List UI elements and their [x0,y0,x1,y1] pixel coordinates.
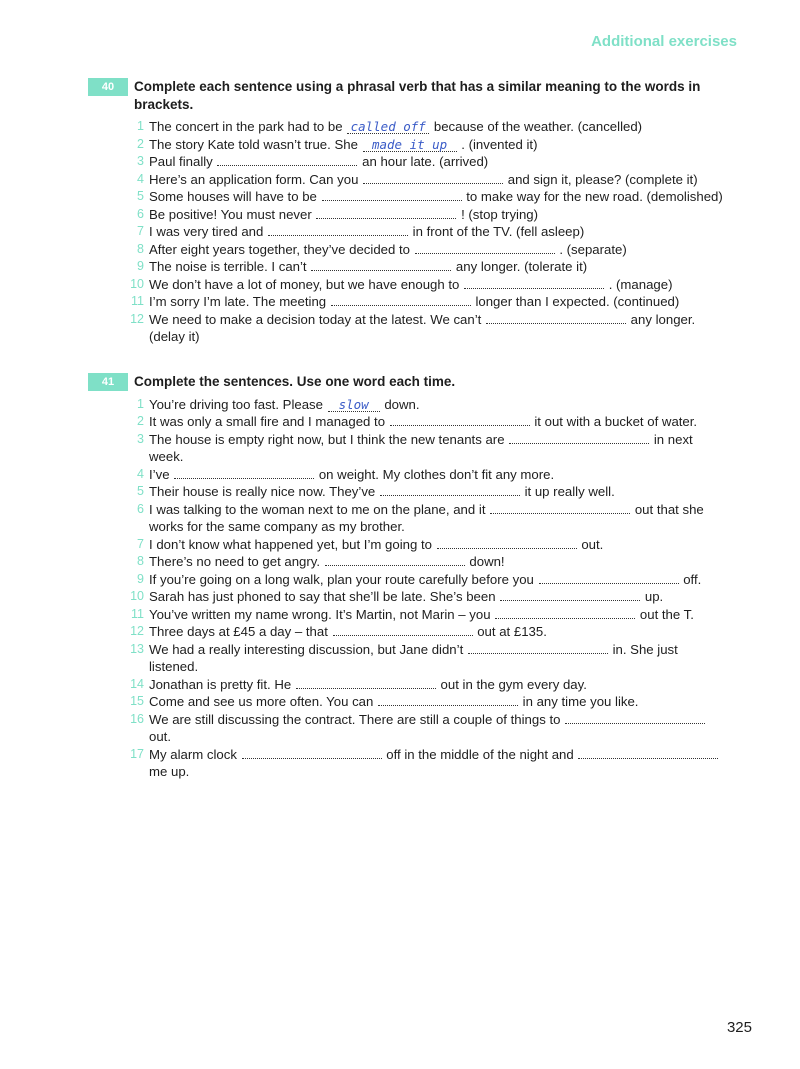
item-number: 13 [130,641,144,656]
sentence-text: on weight. My clothes don’t fit any more. [315,466,555,482]
sentence-text: it out with a bucket of water. [530,414,698,429]
exercise-item [88,171,728,189]
sentence-text: up. [641,589,664,604]
sentence-text: down! [465,554,505,569]
exercise-number-badge: 40 [88,78,128,96]
item-number: 16 [130,711,144,726]
sentence-text: any longer. (tolerate it) [452,259,588,274]
exercise-item [88,396,728,414]
sentence-text: out. [577,536,604,552]
item-number: 5 [137,189,144,203]
exercise-item [88,553,728,571]
exercise-item [88,466,728,484]
exercise-item [88,623,728,641]
item-number: 3 [137,154,144,168]
sentence-text: down. [380,396,420,412]
item-number: 11 [131,294,144,308]
answer-blank[interactable] [380,484,520,496]
sentence-text: out that she works for the same company as my brother. [149,501,704,534]
exercise-item [88,431,728,466]
item-number: 6 [137,206,144,221]
sentence-text: Come and see us more often. You can [149,694,377,709]
section-header: Additional exercises [591,33,737,50]
item-number: 7 [137,536,144,551]
sentence-text: . (manage) [605,276,673,292]
exercise-item [88,536,728,554]
sentence-text: it up really well. [520,484,615,499]
exercise-item-list [88,396,728,781]
answer-blank[interactable] [390,414,530,426]
sentence-text: because of the weather. (cancelled) [430,119,643,134]
sentence-text: We don’t have a lot of money, but we have enough to [149,276,464,292]
answer-blank[interactable] [578,747,718,759]
sentence-text: I was very tired and [149,224,268,239]
answer-blank[interactable] [325,554,465,566]
handwritten-answer[interactable]: called off [347,121,429,134]
item-number: 6 [137,501,144,516]
answer-blank[interactable] [316,207,456,219]
sentence-text: The noise is terrible. I can’t [149,259,311,274]
item-number: 1 [137,119,144,133]
sentence-text: Jonathan is pretty fit. He [149,676,295,692]
sentence-text: I’ve [149,466,174,482]
sentence-text: We had a really interesting discussion, but Jane didn’t [149,641,467,657]
answer-blank[interactable] [415,242,555,254]
sentence-text: . (separate) [555,241,627,257]
answer-blank[interactable] [363,172,503,184]
exercise-item-list [88,118,728,346]
item-number: 3 [137,431,144,446]
exercise-item [88,571,728,589]
sentence-text: any longer. (delay it) [149,311,696,344]
answer-blank[interactable] [322,189,462,201]
sentence-text: longer than I expected. (continued) [471,294,680,309]
item-number: 5 [137,484,144,498]
sentence-text: Here’s an application form. Can you [149,171,363,187]
sentence-text: in front of the TV. (fell asleep) [409,224,585,239]
exercise-heading [88,78,728,113]
sentence-text: in any time you like. [519,694,639,709]
answer-blank[interactable] [333,624,473,636]
sentence-text: The house is empty right now, but I think the new tenants are [149,431,509,447]
sentence-text: me up. [149,764,190,779]
sentence-text: out the T. [636,606,694,622]
answer-blank[interactable] [565,712,705,724]
item-number: 10 [130,589,144,603]
exercise-item [88,641,728,676]
exercise-item [88,501,728,536]
sentence-text: in. She just listened. [149,641,678,674]
sentence-text: off in the middle of the night and [382,746,578,762]
sentence-text: and sign it, please? (complete it) [504,171,698,187]
sentence-text: in next week. [149,431,693,464]
sentence-text: The story Kate told wasn’t true. She [149,136,362,152]
exercise-item [88,606,728,624]
exercise-item [88,241,728,259]
exercise-item [88,311,728,346]
exercise-item [88,223,728,241]
sentence-text: There’s no need to get angry. [149,554,324,569]
item-number: 9 [137,259,144,273]
item-number: 4 [137,171,144,186]
answer-blank[interactable] [311,259,451,271]
sentence-text: out in the gym every day. [436,676,587,692]
exercise-block [88,373,728,781]
sentence-text: The concert in the park had to be [149,119,347,134]
answer-blank[interactable] [468,642,608,654]
answer-blank[interactable] [464,277,604,289]
sentence-text: You’ve written my name wrong. It’s Martin, not Marin – you [149,606,495,622]
exercise-item [88,188,728,206]
sentence-text: Three days at £45 a day – that [149,624,332,639]
exercise-item [88,693,728,711]
item-number: 4 [137,466,144,481]
exercise-item [88,588,728,606]
item-number: 8 [137,554,144,568]
item-number: 7 [137,224,144,238]
answer-blank[interactable] [486,312,626,324]
sentence-text: off. [679,571,702,587]
item-number: 15 [130,694,144,708]
sentence-text: I’m sorry I’m late. The meeting [149,294,330,309]
sentence-text: I was talking to the woman next to me on the plane, and it [149,501,490,517]
sentence-text: ! (stop trying) [457,206,539,222]
answer-blank[interactable] [242,747,382,759]
exercise-instructions: Complete each sentence using a phrasal verb that has a similar meaning to the words in brackets. [134,79,701,112]
exercise-item [88,711,728,746]
answer-blank[interactable] [331,294,471,306]
exercise-item [88,258,728,276]
exercise-instructions: Complete the sentences. Use one word each time. [134,374,456,389]
exercise-item [88,153,728,171]
sentence-text: Some houses will have to be [149,189,321,204]
sentence-text: an hour late. (arrived) [358,154,489,169]
exercise-item [88,276,728,294]
handwritten-answer[interactable]: made it up [363,139,457,152]
exercise-block [88,78,728,346]
answer-blank[interactable] [437,537,577,549]
answer-blank[interactable] [268,224,408,236]
sentence-text: After eight years together, they’ve decided to [149,241,414,257]
sentence-text: out. [149,729,171,744]
exercise-item [88,293,728,311]
sentence-text: If you’re going on a long walk, plan your route carefully before you [149,571,538,587]
answer-blank[interactable] [509,432,649,444]
item-number: 12 [130,311,144,326]
answer-blank[interactable] [174,467,314,479]
sentence-text: I don’t know what happened yet, but I’m going to [149,536,436,552]
answer-blank[interactable] [490,502,630,514]
exercise-item [88,746,728,781]
sentence-text: Paul finally [149,154,217,169]
sentence-text: . (invented it) [457,136,538,152]
exercise-item [88,676,728,694]
exercise-item [88,206,728,224]
answer-blank[interactable] [495,607,635,619]
answer-blank[interactable] [539,572,679,584]
handwritten-answer[interactable]: slow [328,399,380,412]
sentence-text: My alarm clock [149,746,241,762]
answer-blank[interactable] [378,694,518,706]
exercise-item [88,413,728,431]
exercise-item [88,118,728,136]
page-number: 325 [726,1019,752,1036]
answer-blank[interactable] [500,589,640,601]
sentence-text: to make way for the new road. (demolished) [462,189,723,204]
answer-blank[interactable] [296,677,436,689]
sentence-text: Their house is really nice now. They’ve [149,484,379,499]
sentence-text: It was only a small fire and I managed to [149,414,389,429]
exercise-item [88,136,728,154]
item-number: 11 [131,606,144,621]
item-number: 12 [130,624,144,638]
sentence-text: We are still discussing the contract. There are still a couple of things to [149,711,565,727]
sentence-text: Be positive! You must never [149,206,316,222]
item-number: 17 [130,746,144,761]
sentence-text: out at £135. [473,624,547,639]
item-number: 9 [137,571,144,586]
exercise-heading [88,373,728,391]
sentence-text: You’re driving too fast. Please [149,396,327,412]
sentence-text: We need to make a decision today at the latest. We can’t [149,311,485,327]
item-number: 1 [137,396,144,411]
item-number: 8 [137,241,144,256]
item-number: 2 [137,414,144,428]
exercise-item [88,483,728,501]
item-number: 2 [137,136,144,151]
exercise-number-badge: 41 [88,373,128,391]
sentence-text: Sarah has just phoned to say that she’ll be late. She’s been [149,589,500,604]
answer-blank[interactable] [217,154,357,166]
item-number: 14 [130,676,144,691]
item-number: 10 [130,276,144,291]
